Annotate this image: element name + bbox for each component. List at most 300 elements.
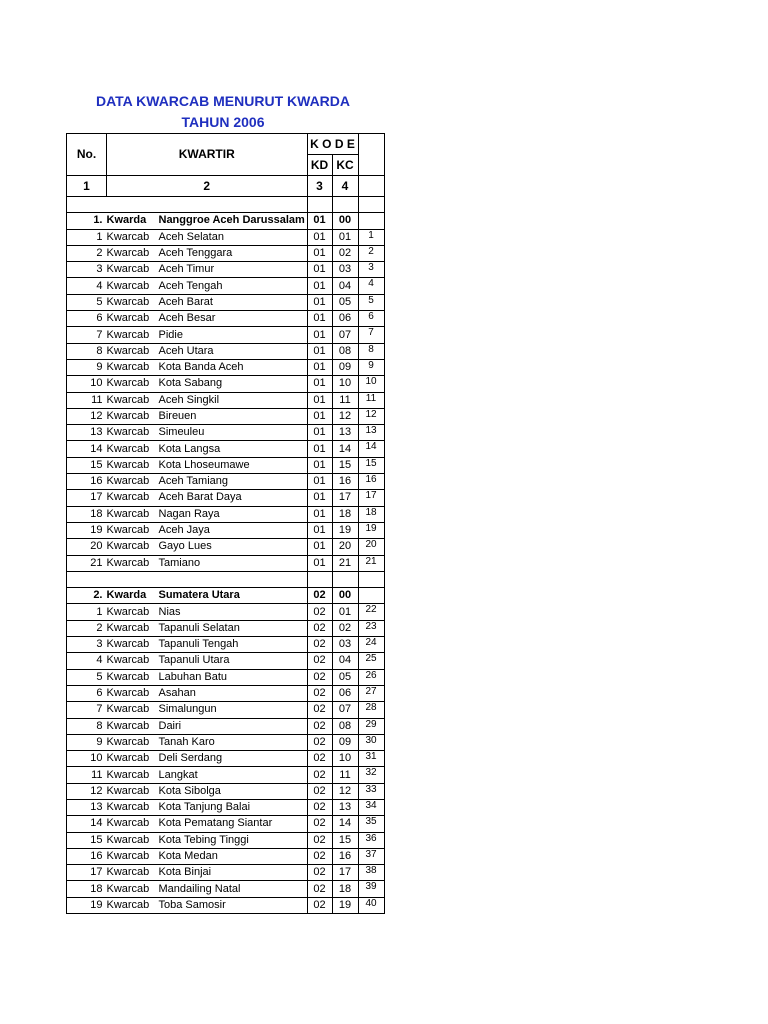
kwarcab-kc: 10 bbox=[332, 751, 358, 767]
kwarcab-kc: 14 bbox=[332, 441, 358, 457]
spacer-cell bbox=[307, 571, 332, 587]
kwarcab-seq: 15 bbox=[358, 457, 384, 473]
kwarcab-name: Kota Lhoseumawe bbox=[158, 458, 250, 471]
kwarcab-row bbox=[67, 685, 385, 701]
kwarcab-kd: 01 bbox=[307, 506, 332, 522]
kwarcab-row bbox=[67, 343, 385, 359]
header-blank2 bbox=[358, 155, 384, 176]
kwarcab-number: 1 bbox=[67, 229, 107, 245]
kwarcab-type: Kwarcab bbox=[106, 361, 150, 374]
kwarda-row bbox=[67, 213, 385, 229]
kwarcab-name-cell bbox=[107, 816, 308, 832]
kwarcab-name: Tapanuli Selatan bbox=[158, 621, 240, 634]
kwarcab-name: Kota Sibolga bbox=[158, 784, 221, 797]
kwarcab-number: 13 bbox=[67, 425, 107, 441]
kwarcab-row bbox=[67, 376, 385, 392]
kwarcab-name-cell bbox=[107, 702, 308, 718]
kwarcab-row bbox=[67, 751, 385, 767]
kwarcab-row bbox=[67, 457, 385, 473]
kwarcab-type: Kwarcab bbox=[106, 507, 150, 520]
kwarcab-type: Kwarcab bbox=[106, 279, 150, 292]
kwarcab-number: 4 bbox=[67, 278, 107, 294]
kwarcab-row bbox=[67, 474, 385, 490]
kwarcab-kc: 06 bbox=[332, 685, 358, 701]
kwarcab-name: Pidie bbox=[158, 328, 183, 341]
kwarcab-kc: 17 bbox=[332, 865, 358, 881]
kwarcab-kd: 01 bbox=[307, 522, 332, 538]
kwarcab-kc: 15 bbox=[332, 457, 358, 473]
header-kc: KC bbox=[332, 155, 358, 176]
kwarcab-kd: 02 bbox=[307, 637, 332, 653]
kwarcab-type: Kwarcab bbox=[106, 882, 150, 895]
kwarcab-name-cell bbox=[107, 734, 308, 750]
kwarcab-seq: 27 bbox=[358, 685, 384, 701]
spacer-row bbox=[67, 571, 385, 587]
kwarcab-type: Kwarcab bbox=[106, 735, 150, 748]
kwarda-name: Sumatera Utara bbox=[158, 589, 240, 602]
kwarcab-name-cell bbox=[107, 245, 308, 261]
kwarcab-type: Kwarcab bbox=[106, 638, 150, 651]
kwarcab-number: 9 bbox=[67, 359, 107, 375]
kwarcab-kd: 01 bbox=[307, 441, 332, 457]
kwarcab-row bbox=[67, 783, 385, 799]
kwarcab-name-cell bbox=[107, 620, 308, 636]
kwarcab-type: Kwarcab bbox=[106, 703, 150, 716]
kwarda-kc: 00 bbox=[332, 213, 358, 229]
kwarcab-kc: 09 bbox=[332, 734, 358, 750]
kwarcab-type: Kwarcab bbox=[106, 556, 150, 569]
kwarcab-name-cell bbox=[107, 490, 308, 506]
kwarda-seq bbox=[358, 588, 384, 604]
kwarcab-kc: 11 bbox=[332, 767, 358, 783]
kwarcab-kd: 02 bbox=[307, 767, 332, 783]
header-no: No. bbox=[67, 134, 107, 176]
kwarcab-kc: 12 bbox=[332, 408, 358, 424]
kwarcab-type: Kwarcab bbox=[106, 247, 150, 260]
kwarcab-name-cell bbox=[107, 376, 308, 392]
kwarcab-kd: 01 bbox=[307, 539, 332, 555]
kwarcab-kd: 02 bbox=[307, 799, 332, 815]
kwarcab-number: 2 bbox=[67, 245, 107, 261]
kwarcab-kc: 15 bbox=[332, 832, 358, 848]
kwarcab-number: 21 bbox=[67, 555, 107, 571]
colnum-4: 4 bbox=[332, 176, 358, 197]
kwarcab-seq: 36 bbox=[358, 832, 384, 848]
kwarcab-row bbox=[67, 311, 385, 327]
header-kd: KD bbox=[307, 155, 332, 176]
kwarcab-seq: 31 bbox=[358, 751, 384, 767]
kwarcab-seq: 17 bbox=[358, 490, 384, 506]
kwarcab-kd: 01 bbox=[307, 229, 332, 245]
kwarcab-kd: 02 bbox=[307, 783, 332, 799]
kwarcab-kc: 09 bbox=[332, 359, 358, 375]
kwarcab-seq: 26 bbox=[358, 669, 384, 685]
kwarcab-seq: 34 bbox=[358, 799, 384, 815]
kwarcab-kd: 01 bbox=[307, 408, 332, 424]
kwarcab-kc: 03 bbox=[332, 262, 358, 278]
kwarcab-name-cell bbox=[107, 408, 308, 424]
kwarcab-seq: 32 bbox=[358, 767, 384, 783]
kwarcab-name: Mandailing Natal bbox=[158, 882, 241, 895]
colnum-1: 1 bbox=[67, 176, 107, 197]
kwarcab-type: Kwarcab bbox=[106, 850, 150, 863]
kwarcab-seq: 10 bbox=[358, 376, 384, 392]
kwarcab-row bbox=[67, 506, 385, 522]
kwarcab-name: Tapanuli Tengah bbox=[158, 638, 239, 651]
kwarcab-name: Aceh Utara bbox=[158, 344, 214, 357]
kwarcab-row bbox=[67, 490, 385, 506]
kwarcab-type: Kwarcab bbox=[106, 784, 150, 797]
kwarcab-kd: 01 bbox=[307, 474, 332, 490]
kwarcab-kc: 08 bbox=[332, 343, 358, 359]
kwarcab-number: 2 bbox=[67, 620, 107, 636]
document-title: DATA KWARCAB MENURUT KWARDA bbox=[95, 93, 351, 109]
kwarcab-kd: 01 bbox=[307, 343, 332, 359]
kwarcab-kc: 10 bbox=[332, 376, 358, 392]
kwarcab-name: Aceh Jaya bbox=[158, 524, 210, 537]
kwarcab-name-cell bbox=[107, 262, 308, 278]
kwarcab-name: Simalungun bbox=[158, 703, 217, 716]
kwarcab-row bbox=[67, 229, 385, 245]
spacer-row bbox=[67, 197, 385, 213]
kwarcab-number: 16 bbox=[67, 474, 107, 490]
kwarcab-name: Kota Tanjung Balai bbox=[158, 801, 251, 814]
header-kode: K O D E bbox=[307, 134, 358, 155]
kwarcab-name-cell bbox=[107, 522, 308, 538]
kwarcab-row bbox=[67, 327, 385, 343]
kwarcab-row bbox=[67, 294, 385, 310]
kwarcab-number: 16 bbox=[67, 848, 107, 864]
kwarda-name-cell bbox=[107, 588, 308, 604]
header-kwartir: KWARTIR bbox=[107, 134, 308, 176]
kwarcab-number: 5 bbox=[67, 669, 107, 685]
spacer-cell bbox=[107, 571, 308, 587]
kwarcab-seq: 28 bbox=[358, 702, 384, 718]
kwarcab-kd: 01 bbox=[307, 294, 332, 310]
kwarcab-kc: 05 bbox=[332, 294, 358, 310]
kwarcab-row bbox=[67, 881, 385, 897]
kwarcab-name-cell bbox=[107, 474, 308, 490]
kwarcab-name: Aceh Tengah bbox=[158, 279, 223, 292]
kwarcab-type: Kwarcab bbox=[106, 833, 150, 846]
kwarcab-row bbox=[67, 522, 385, 538]
kwarcab-name: Langkat bbox=[158, 768, 198, 781]
kwarcab-row bbox=[67, 637, 385, 653]
kwarcab-seq: 30 bbox=[358, 734, 384, 750]
kwarcab-kd: 01 bbox=[307, 245, 332, 261]
kwarcab-name: Asahan bbox=[158, 687, 196, 700]
kwarcab-row bbox=[67, 718, 385, 734]
kwarcab-seq: 6 bbox=[358, 311, 384, 327]
kwarcab-row bbox=[67, 392, 385, 408]
kwarcab-name-cell bbox=[107, 865, 308, 881]
kwarcab-type: Kwarcab bbox=[106, 230, 150, 243]
kwarcab-kd: 01 bbox=[307, 457, 332, 473]
kwarcab-number: 19 bbox=[67, 522, 107, 538]
kwarcab-kc: 07 bbox=[332, 702, 358, 718]
spacer-cell bbox=[307, 197, 332, 213]
kwarda-no: 1. bbox=[67, 213, 107, 229]
kwarcab-name: Simeuleu bbox=[158, 426, 205, 439]
kwarcab-name: Aceh Barat Daya bbox=[158, 491, 242, 504]
kwarcab-number: 6 bbox=[67, 685, 107, 701]
kwarcab-name: Kota Banda Aceh bbox=[158, 361, 244, 374]
kwarcab-name: Aceh Timur bbox=[158, 263, 215, 276]
kwarcab-kd: 02 bbox=[307, 653, 332, 669]
kwarcab-kc: 13 bbox=[332, 799, 358, 815]
kwarcab-name: Dairi bbox=[158, 719, 182, 732]
kwarcab-kc: 01 bbox=[332, 604, 358, 620]
kwarcab-number: 3 bbox=[67, 262, 107, 278]
kwarcab-type: Kwarcab bbox=[106, 654, 150, 667]
kwarda-row bbox=[67, 588, 385, 604]
kwarcab-number: 20 bbox=[67, 539, 107, 555]
kwarcab-kd: 01 bbox=[307, 490, 332, 506]
kwarcab-name-cell bbox=[107, 832, 308, 848]
kwarcab-name: Tamiano bbox=[158, 556, 201, 569]
kwarcab-name: Kota Medan bbox=[158, 850, 218, 863]
kwarda-name-cell bbox=[107, 213, 308, 229]
kwarcab-kd: 02 bbox=[307, 751, 332, 767]
kwarcab-type: Kwarcab bbox=[106, 263, 150, 276]
kwarcab-row bbox=[67, 278, 385, 294]
kwarcab-type: Kwarcab bbox=[106, 817, 150, 830]
kwarcab-name-cell bbox=[107, 718, 308, 734]
kwarcab-name-cell bbox=[107, 294, 308, 310]
kwarcab-kc: 03 bbox=[332, 637, 358, 653]
kwarcab-kc: 16 bbox=[332, 474, 358, 490]
kwarcab-type: Kwarcab bbox=[106, 898, 150, 911]
kwarcab-kd: 02 bbox=[307, 604, 332, 620]
spacer-cell bbox=[67, 197, 107, 213]
kwarcab-kd: 02 bbox=[307, 848, 332, 864]
kwarcab-row bbox=[67, 441, 385, 457]
kwarcab-type: Kwarcab bbox=[106, 442, 150, 455]
kwarcab-kd: 01 bbox=[307, 392, 332, 408]
kwarcab-number: 5 bbox=[67, 294, 107, 310]
kwarcab-row bbox=[67, 669, 385, 685]
kwarcab-number: 15 bbox=[67, 832, 107, 848]
kwarcab-kc: 14 bbox=[332, 816, 358, 832]
kwarcab-seq: 29 bbox=[358, 718, 384, 734]
kwarcab-number: 10 bbox=[67, 751, 107, 767]
kwarcab-seq: 18 bbox=[358, 506, 384, 522]
kwarcab-name: Aceh Tenggara bbox=[158, 247, 233, 260]
kwarcab-seq: 4 bbox=[358, 278, 384, 294]
kwarcab-name-cell bbox=[107, 425, 308, 441]
kwarcab-seq: 38 bbox=[358, 865, 384, 881]
kwarcab-name: Tapanuli Utara bbox=[158, 654, 230, 667]
kwarcab-type: Kwarcab bbox=[106, 719, 150, 732]
kwarcab-number: 12 bbox=[67, 408, 107, 424]
kwarcab-number: 3 bbox=[67, 637, 107, 653]
kwarcab-name: Labuhan Batu bbox=[158, 670, 228, 683]
kwarcab-number: 18 bbox=[67, 881, 107, 897]
kwarcab-name-cell bbox=[107, 897, 308, 913]
kwarcab-name-cell bbox=[107, 685, 308, 701]
kwarcab-seq: 13 bbox=[358, 425, 384, 441]
kwarcab-name-cell bbox=[107, 799, 308, 815]
kwarcab-row bbox=[67, 832, 385, 848]
kwarcab-number: 10 bbox=[67, 376, 107, 392]
kwarcab-name: Aceh Besar bbox=[158, 312, 216, 325]
kwarcab-seq: 19 bbox=[358, 522, 384, 538]
kwarcab-name-cell bbox=[107, 359, 308, 375]
kwarcab-name: Nias bbox=[158, 605, 181, 618]
kwarcab-type: Kwarcab bbox=[106, 393, 150, 406]
kwarcab-number: 12 bbox=[67, 783, 107, 799]
kwarcab-number: 17 bbox=[67, 490, 107, 506]
kwarcab-name: Kota Langsa bbox=[158, 442, 221, 455]
kwarcab-seq: 39 bbox=[358, 881, 384, 897]
kwarcab-number: 4 bbox=[67, 653, 107, 669]
kwarcab-name: Kota Binjai bbox=[158, 866, 212, 879]
kwarcab-name: Aceh Singkil bbox=[158, 393, 220, 406]
spacer-cell bbox=[358, 571, 384, 587]
kwarcab-row bbox=[67, 865, 385, 881]
kwarcab-kd: 02 bbox=[307, 816, 332, 832]
kwarcab-kc: 19 bbox=[332, 522, 358, 538]
kwarcab-kc: 05 bbox=[332, 669, 358, 685]
kwarcab-type: Kwarcab bbox=[106, 312, 150, 325]
kwarcab-name-cell bbox=[107, 669, 308, 685]
kwarcab-type: Kwarcab bbox=[106, 458, 150, 471]
kwarcab-name-cell bbox=[107, 392, 308, 408]
kwarcab-seq: 21 bbox=[358, 555, 384, 571]
kwarcab-row bbox=[67, 799, 385, 815]
kwarcab-number: 6 bbox=[67, 311, 107, 327]
kwarcab-kc: 13 bbox=[332, 425, 358, 441]
kwarcab-kd: 02 bbox=[307, 669, 332, 685]
kwarcab-name-cell bbox=[107, 751, 308, 767]
kwarcab-row bbox=[67, 734, 385, 750]
kwarcab-kc: 11 bbox=[332, 392, 358, 408]
kwarcab-row bbox=[67, 425, 385, 441]
kwarcab-number: 13 bbox=[67, 799, 107, 815]
kwarcab-kc: 19 bbox=[332, 897, 358, 913]
kwarcab-name-cell bbox=[107, 278, 308, 294]
kwarcab-row bbox=[67, 816, 385, 832]
kwarda-type: Kwarda bbox=[106, 589, 147, 602]
kwarcab-name-cell bbox=[107, 767, 308, 783]
spacer-cell bbox=[332, 197, 358, 213]
kwarcab-seq: 7 bbox=[358, 327, 384, 343]
kwarcab-number: 15 bbox=[67, 457, 107, 473]
kwarcab-kd: 02 bbox=[307, 718, 332, 734]
kwarcab-number: 7 bbox=[67, 327, 107, 343]
kwarcab-kc: 06 bbox=[332, 311, 358, 327]
kwarcab-kc: 04 bbox=[332, 653, 358, 669]
kwarcab-type: Kwarcab bbox=[106, 475, 150, 488]
kwarcab-kd: 01 bbox=[307, 555, 332, 571]
kwarcab-name-cell bbox=[107, 653, 308, 669]
spacer-cell bbox=[107, 197, 308, 213]
kwarcab-kd: 02 bbox=[307, 865, 332, 881]
kwarcab-name: Aceh Selatan bbox=[158, 230, 224, 243]
kwarcab-seq: 35 bbox=[358, 816, 384, 832]
kwarcab-type: Kwarcab bbox=[106, 866, 150, 879]
kwarcab-seq: 11 bbox=[358, 392, 384, 408]
kwarcab-seq: 40 bbox=[358, 897, 384, 913]
kwarcab-kd: 02 bbox=[307, 897, 332, 913]
kwarcab-kd: 01 bbox=[307, 359, 332, 375]
kwarcab-name: Kota Tebing Tinggi bbox=[158, 833, 249, 846]
kwarda-no: 2. bbox=[67, 588, 107, 604]
kwarcab-row bbox=[67, 359, 385, 375]
kwarcab-name: Toba Samosir bbox=[158, 898, 226, 911]
kwarcab-name-cell bbox=[107, 604, 308, 620]
kwarcab-type: Kwarcab bbox=[106, 801, 150, 814]
kwarcab-type: Kwarcab bbox=[106, 524, 150, 537]
kwarcab-name-cell bbox=[107, 506, 308, 522]
kwarcab-name: Bireuen bbox=[158, 410, 197, 422]
spacer-cell bbox=[332, 571, 358, 587]
kwarcab-type: Kwarcab bbox=[106, 687, 150, 700]
kwarcab-number: 8 bbox=[67, 718, 107, 734]
kwarcab-name: Kota Sabang bbox=[158, 377, 223, 390]
kwarcab-row bbox=[67, 767, 385, 783]
kwarcab-number: 9 bbox=[67, 734, 107, 750]
kwarcab-kd: 02 bbox=[307, 832, 332, 848]
kwarcab-kc: 21 bbox=[332, 555, 358, 571]
kwarcab-seq: 3 bbox=[358, 262, 384, 278]
kwarcab-seq: 12 bbox=[358, 408, 384, 424]
kwarcab-row bbox=[67, 897, 385, 913]
kwarcab-seq: 14 bbox=[358, 441, 384, 457]
kwarcab-type: Kwarcab bbox=[106, 605, 150, 618]
kwarcab-row bbox=[67, 653, 385, 669]
kwarcab-name-cell bbox=[107, 881, 308, 897]
kwarcab-number: 11 bbox=[67, 392, 107, 408]
kwarcab-name-cell bbox=[107, 637, 308, 653]
kwarcab-seq: 2 bbox=[358, 245, 384, 261]
kwarcab-type: Kwarcab bbox=[106, 491, 150, 504]
kwarcab-name-cell bbox=[107, 783, 308, 799]
kwarcab-row bbox=[67, 539, 385, 555]
kwarcab-number: 7 bbox=[67, 702, 107, 718]
kwarcab-kc: 12 bbox=[332, 783, 358, 799]
kwarda-seq bbox=[358, 213, 384, 229]
kwarcab-kc: 18 bbox=[332, 881, 358, 897]
kwarcab-name: Kota Pematang Siantar bbox=[158, 817, 273, 830]
kwarcab-type: Kwarcab bbox=[106, 621, 150, 634]
kwarda-kd: 01 bbox=[307, 213, 332, 229]
kwarcab-row bbox=[67, 702, 385, 718]
kwarcab-kd: 02 bbox=[307, 734, 332, 750]
kwarcab-seq: 8 bbox=[358, 343, 384, 359]
kwarcab-kc: 07 bbox=[332, 327, 358, 343]
kwarcab-row bbox=[67, 245, 385, 261]
kwarcab-number: 8 bbox=[67, 343, 107, 359]
kwarcab-number: 18 bbox=[67, 506, 107, 522]
kwarcab-number: 14 bbox=[67, 441, 107, 457]
kwarcab-type: Kwarcab bbox=[106, 328, 150, 341]
kwarcab-kd: 01 bbox=[307, 327, 332, 343]
kwarcab-number: 17 bbox=[67, 865, 107, 881]
kwarcab-seq: 25 bbox=[358, 653, 384, 669]
kwarda-kd: 02 bbox=[307, 588, 332, 604]
header-blank bbox=[358, 134, 384, 155]
kwarcab-name-cell bbox=[107, 441, 308, 457]
kwarcab-kc: 02 bbox=[332, 245, 358, 261]
kwarcab-type: Kwarcab bbox=[106, 426, 150, 439]
kwarda-kc: 00 bbox=[332, 588, 358, 604]
spacer-cell bbox=[67, 571, 107, 587]
kwarcab-name-cell bbox=[107, 229, 308, 245]
spacer-cell bbox=[358, 197, 384, 213]
kwarcab-seq: 9 bbox=[358, 359, 384, 375]
kwarcab-kd: 02 bbox=[307, 702, 332, 718]
